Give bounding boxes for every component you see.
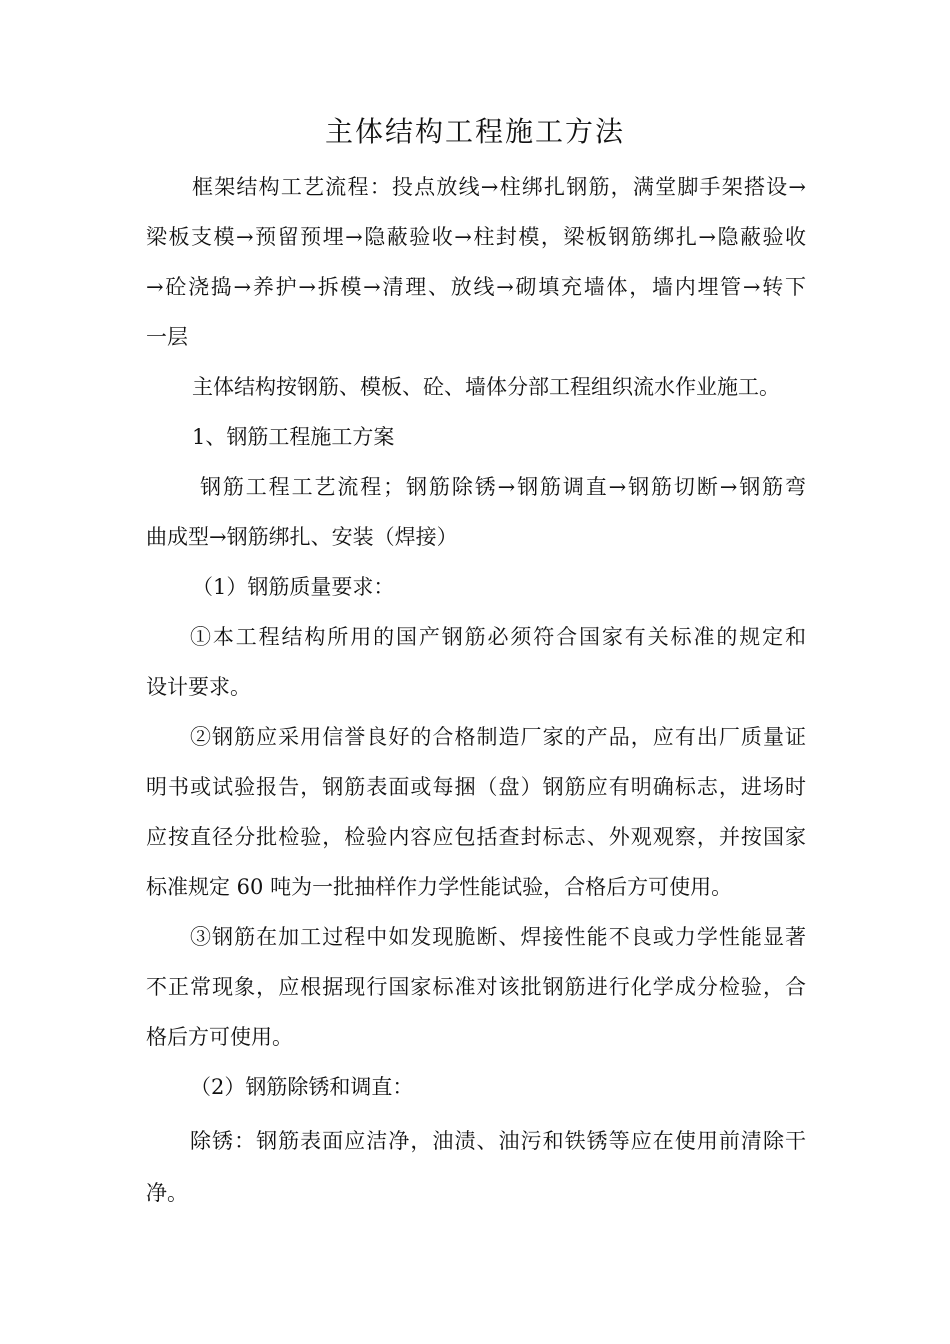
paragraph-line: 应按直径分批检验，检验内容应包括查封标志、外观观察，并按国家 <box>146 825 806 849</box>
paragraph-line: 除锈：钢筋表面应洁净，油渍、油污和铁锈等应在使用前清除干 <box>190 1129 806 1153</box>
paragraph-line: 框架结构工艺流程：投点放线→柱绑扎钢筋，满堂脚手架搭设→ <box>192 175 806 199</box>
paragraph-line: 梁板支模→预留预埋→隐蔽验收→柱封模，梁板钢筋绑扎→隐蔽验收 <box>146 225 806 249</box>
paragraph-line: 标准规定 60 吨为一批抽样作力学性能试验，合格后方可使用。 <box>146 875 733 899</box>
paragraph-line: 一层 <box>146 325 188 349</box>
paragraph-line: 明书或试验报告，钢筋表面或每捆（盘）钢筋应有明确标志，进场时 <box>146 775 806 799</box>
paragraph-line: 设计要求。 <box>146 675 251 699</box>
document-title: 主体结构工程施工方法 <box>324 115 625 148</box>
paragraph-line: ①本工程结构所用的国产钢筋必须符合国家有关标准的规定和 <box>190 625 806 649</box>
paragraph-line: ③钢筋在加工过程中如发现脆断、焊接性能不良或力学性能显著 <box>190 925 806 949</box>
paragraph-line: 不正常现象，应根据现行国家标准对该批钢筋进行化学成分检验，合 <box>146 975 806 999</box>
subsection-heading: （1）钢筋质量要求： <box>192 575 395 599</box>
paragraph-line: ②钢筋应采用信誉良好的合格制造厂家的产品，应有出厂质量证 <box>190 725 806 749</box>
paragraph-line: 钢筋工程工艺流程；钢筋除锈→钢筋调直→钢筋切断→钢筋弯 <box>200 475 806 499</box>
paragraph-line: 格后方可使用。 <box>146 1025 293 1049</box>
section-heading: 1、钢筋工程施工方案 <box>192 425 395 449</box>
paragraph-line: 主体结构按钢筋、模板、砼、墙体分部工程组织流水作业施工。 <box>192 375 780 399</box>
paragraph-line: →砼浇捣→养护→拆模→清理、放线→砌填充墙体，墙内埋管→转下 <box>146 275 806 299</box>
paragraph-line: 曲成型→钢筋绑扎、安装（焊接） <box>146 525 458 549</box>
subsection-heading: （2）钢筋除锈和调直： <box>190 1075 414 1099</box>
paragraph-line: 净。 <box>146 1181 188 1205</box>
